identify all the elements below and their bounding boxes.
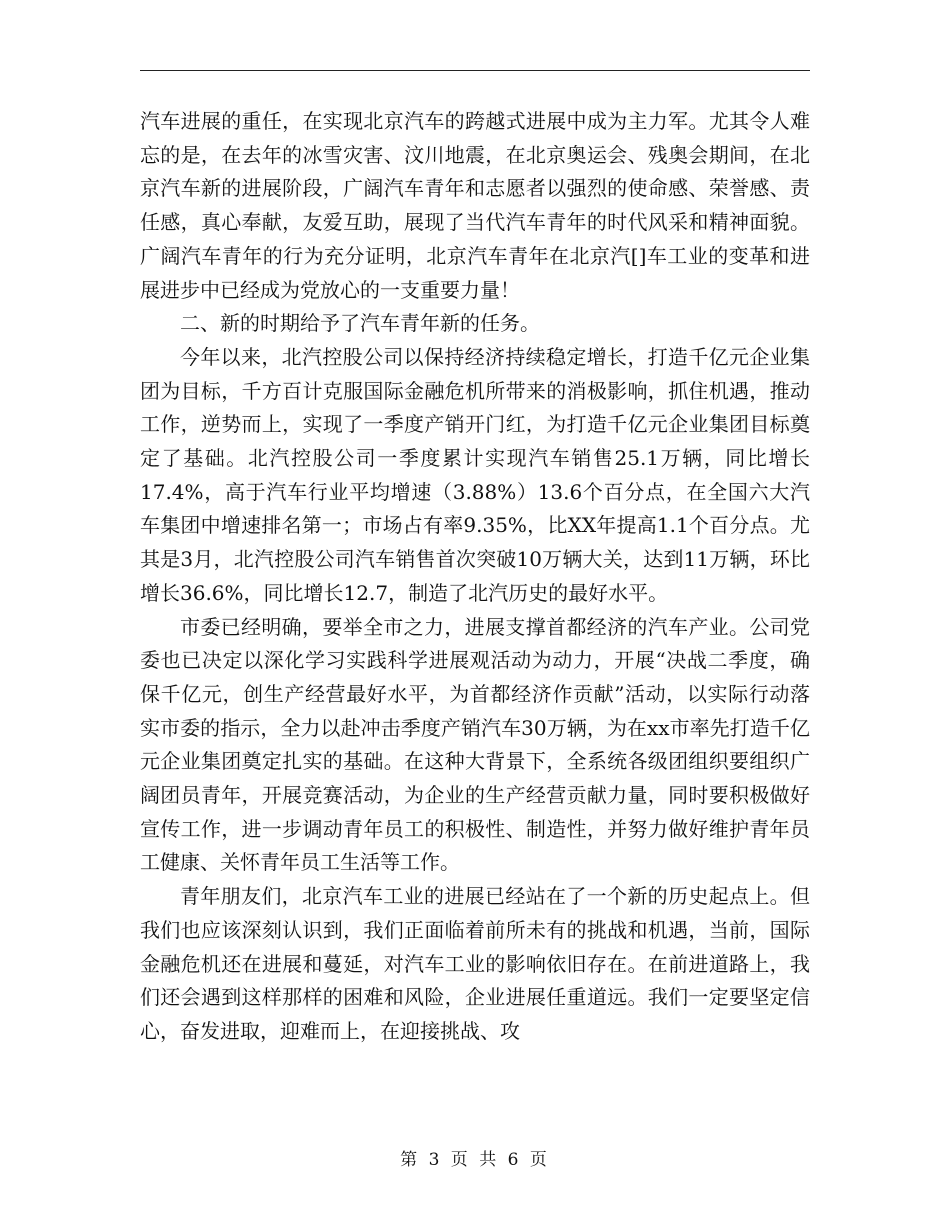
- header-rule: [140, 70, 810, 71]
- document-body: [140, 105, 810, 1049]
- section-heading: 二、新的时期给予了汽车青年新的任务。: [180, 311, 540, 336]
- paragraph-city-committee: 市委已经明确，要举全市之力，进展支撑首都经济的汽车产业。公司党委也已决定以深化学习实践科学进展观活动为动力，开展“决战二季度，确保千亿元，创生产经营最好水平，为首都经济作贡献”活动，以实际行动落实市委的指示，全力以赴冲击季度产销汽车30万辆，为在xx市率先打造千亿元企业集团奠定扎实的基础。在这种大背景下，全系统各级团组织要组织广阔团员青年，开展竞赛活动，为企业的生产经营贡献力量，同时要积极做好宣传工作，进一步调动青年员工的积极性、制造性，并努力做好维护青年员工健康、关怀青年员工生活等工作。: [140, 614, 810, 875]
- page-number-footer: 第 3 页 共 6 页: [400, 1150, 550, 1170]
- paragraph-continuation: 汽车进展的重任，在实现北京汽车的跨越式进展中成为主力军。尤其令人难忘的是，在去年的冰雪灾害、汶川地震，在北京奥运会、残奥会期间，在北京汽车新的进展阶段，广阔汽车青年和志愿者以强烈的使命感、荣誉感、责任感，真心奉献，友爱互助，展现了当代汽车青年的时代风采和精神面貌。广阔汽车青年的行为充分证明，北京汽车青年在北京汽[]车工业的变革和进展进步中已经成为党放心的一支重要力量！: [140, 109, 810, 302]
- paragraph-sales-results: 今年以来，北汽控股公司以保持经济持续稳定增长，打造千亿元企业集团为目标，千方百计克服国际金融危机所带来的消极影响，抓住机遇，推动工作，逆势而上，实现了一季度产销开门红，为打造千亿元企业集团目标奠定了基础。北汽控股公司一季度累计实现汽车销售25.1万辆，同比增长17.4%，高于汽车行业平均增速（3.88%）13.6个百分点，在全国六大汽车集团中增速排名第一；市场占有率9.35%，比XX年提高1.1个百分点。尤其是3月，北汽控股公司汽车销售首次突破10万辆大关，达到11万辆，环比增长36.6%，同比增长12.7，制造了北汽历史的最好水平。: [140, 344, 810, 605]
- paragraph-youth-friends: 青年朋友们，北京汽车工业的进展已经站在了一个新的历史起点上。但我们也应该深刻认识到，我们正面临着前所未有的挑战和机遇，当前，国际金融危机还在进展和蔓延，对汽车工业的影响依旧存在。在前进道路上，我们还会遇到这样那样的困难和风险，企业进展任重道远。我们一定要坚定信心，奋发进取，迎难而上，在迎接挑战、攻: [140, 884, 810, 1043]
